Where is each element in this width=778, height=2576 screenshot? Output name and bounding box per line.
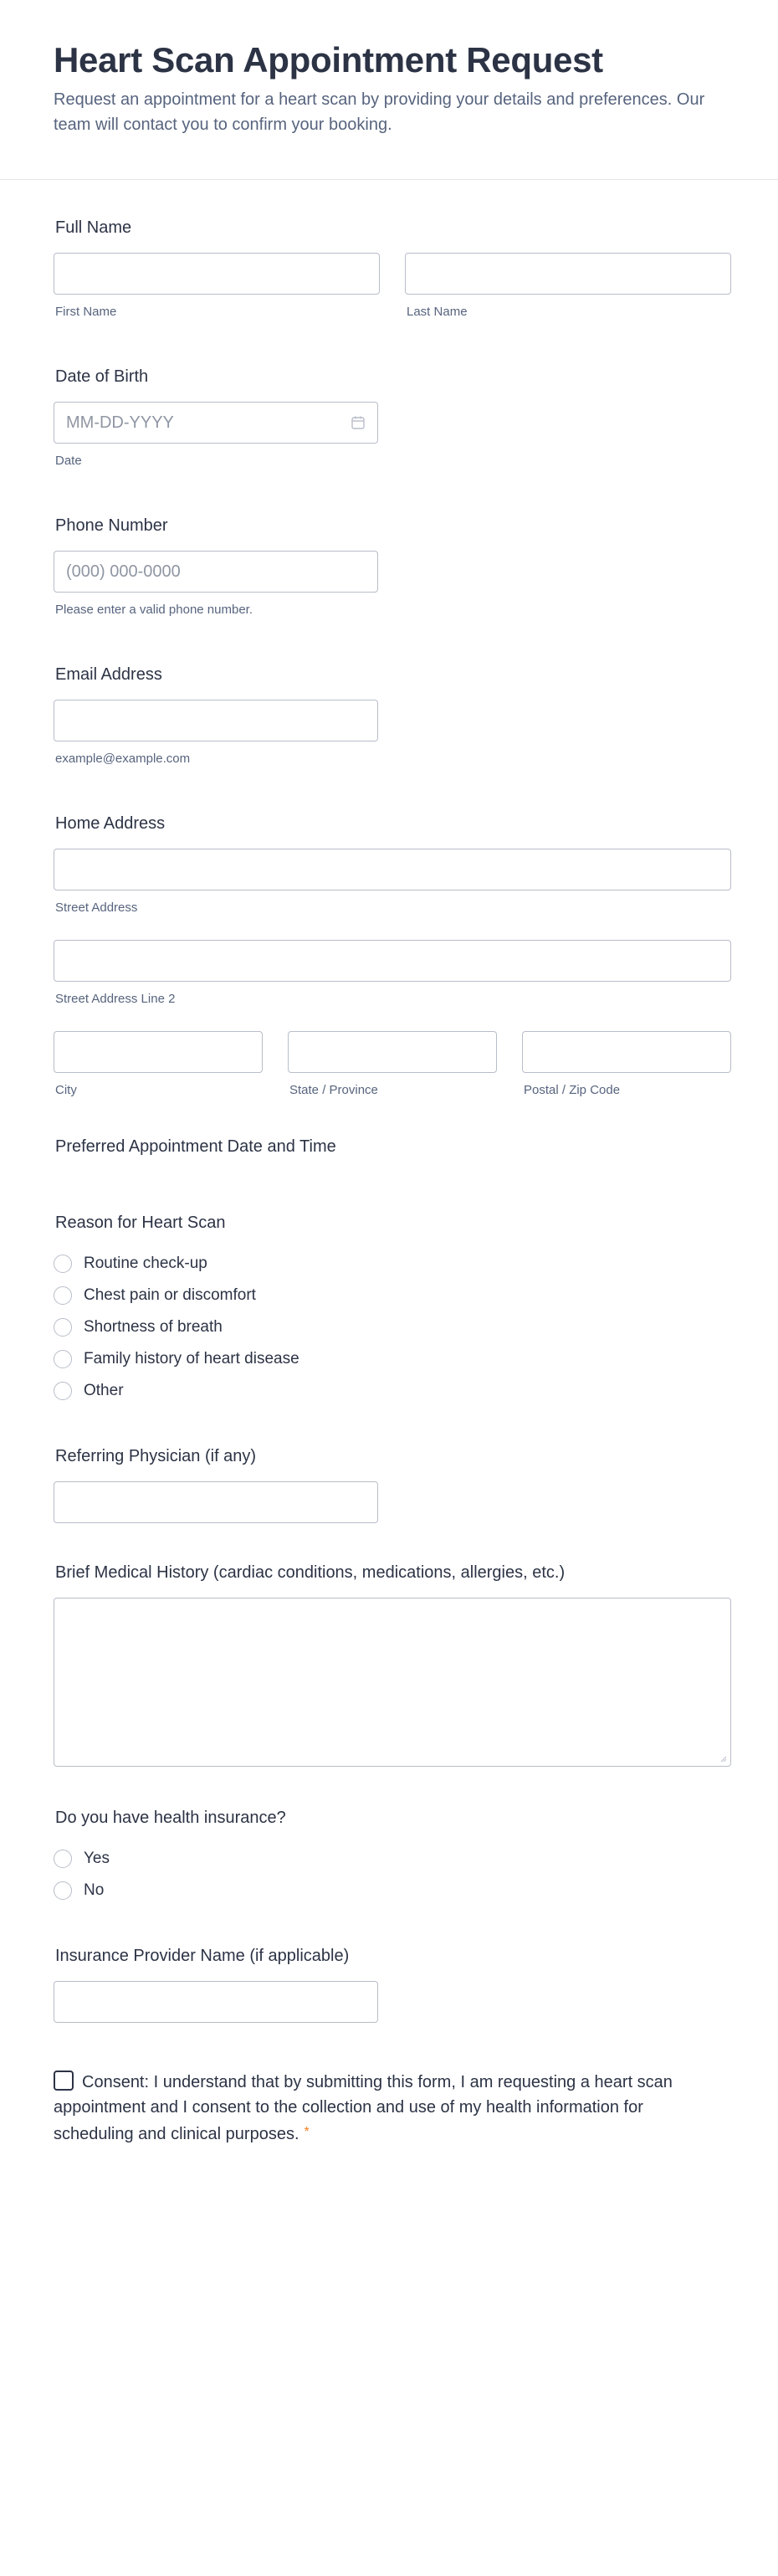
reason-option[interactable] [54,1343,724,1375]
dob-input[interactable] [54,402,378,444]
insurance-option-label: Yes [84,1850,110,1867]
reason-option[interactable] [54,1280,724,1311]
first-name-sublabel: First Name [55,305,117,319]
last-name-sublabel: Last Name [407,305,468,319]
radio-circle[interactable] [54,1286,72,1305]
email-field [54,665,724,766]
state-input[interactable] [288,1031,497,1073]
dob-sublabel: Date [55,454,82,468]
zip-sublabel: Postal / Zip Code [524,1083,621,1097]
phone-sublabel: Please enter a valid phone number. [55,603,253,617]
last-name-input[interactable] [405,253,731,295]
radio-circle[interactable] [54,1318,72,1337]
consent-field [54,2070,724,2147]
reason-option-label: Chest pain or discomfort [84,1286,256,1304]
reason-option[interactable] [54,1248,724,1280]
full-name-field [54,218,724,319]
reason-option-label: Family history of heart disease [84,1350,299,1368]
form-body [0,180,778,2147]
phone-field [54,516,724,617]
radio-circle[interactable] [54,1382,72,1400]
appointment-field [54,1137,724,1157]
physician-label: Referring Physician (if any) [55,1447,257,1465]
street2-input[interactable] [54,940,731,982]
consent-text: Consent: I understand that by submitting this form, I am requesting a heart scan appointment and I consent to the collection and use of my health information for scheduling and clinical purposes. [54,2073,673,2143]
insurance-option[interactable] [54,1843,724,1875]
city-sublabel: City [55,1083,77,1097]
email-input[interactable] [54,700,378,741]
phone-label: Phone Number [55,516,168,535]
state-sublabel: State / Province [289,1083,378,1097]
provider-input[interactable] [54,1981,378,2023]
reason-option[interactable] [54,1311,724,1343]
reason-option-label: Shortness of breath [84,1318,223,1336]
phone-placeholder: (000) 000-0000 [66,562,181,581]
provider-field [54,1947,724,2023]
address-label: Home Address [55,814,166,833]
street-input[interactable] [54,849,731,890]
insurance-option[interactable] [54,1875,724,1906]
required-mark: * [304,2125,310,2139]
reason-field [54,1214,724,1407]
zip-input[interactable] [522,1031,731,1073]
address-field [54,814,724,1097]
city-input[interactable] [54,1031,263,1073]
first-name-input[interactable] [54,253,380,295]
dob-label: Date of Birth [55,367,149,386]
insurance-options [54,1843,724,1906]
insurance-label: Do you have health insurance? [55,1809,286,1827]
resize-grip-icon[interactable] [720,1756,727,1763]
street-sublabel: Street Address [55,901,138,915]
appointment-label: Preferred Appointment Date and Time [55,1137,336,1156]
physician-field [54,1447,724,1523]
reason-option-label: Routine check-up [84,1255,207,1272]
email-label: Email Address [55,665,162,684]
email-sublabel: example@example.com [55,752,191,766]
reason-options [54,1248,724,1407]
dob-field [54,367,724,468]
reason-option-label: Other [84,1382,124,1399]
consent-checkbox[interactable] [54,2071,74,2091]
form-subtitle: Request an appointment for a heart scan by providing your details and preferences. Our team will contact you to confirm your booking. [54,90,705,134]
street2-sublabel: Street Address Line 2 [55,992,176,1006]
form-title: Heart Scan Appointment Request [54,40,603,80]
insurance-field [54,1809,724,1906]
phone-input[interactable] [54,551,378,593]
radio-circle[interactable] [54,1350,72,1368]
radio-circle[interactable] [54,1255,72,1273]
full-name-label: Full Name [55,218,132,237]
form-header [0,0,778,180]
history-label: Brief Medical History (cardiac conditions, medications, allergies, etc.) [55,1563,566,1582]
calendar-icon[interactable] [351,415,366,435]
radio-circle[interactable] [54,1850,72,1868]
history-textarea[interactable] [54,1598,731,1767]
physician-input[interactable] [54,1481,378,1523]
radio-circle[interactable] [54,1881,72,1900]
provider-label: Insurance Provider Name (if applicable) [55,1947,350,1965]
consent-text-block [54,2070,689,2147]
reason-option[interactable] [54,1375,724,1407]
reason-label: Reason for Heart Scan [55,1214,226,1232]
dob-placeholder: MM-DD-YYYY [66,413,174,432]
history-field [54,1563,724,1767]
insurance-option-label: No [84,1881,105,1899]
